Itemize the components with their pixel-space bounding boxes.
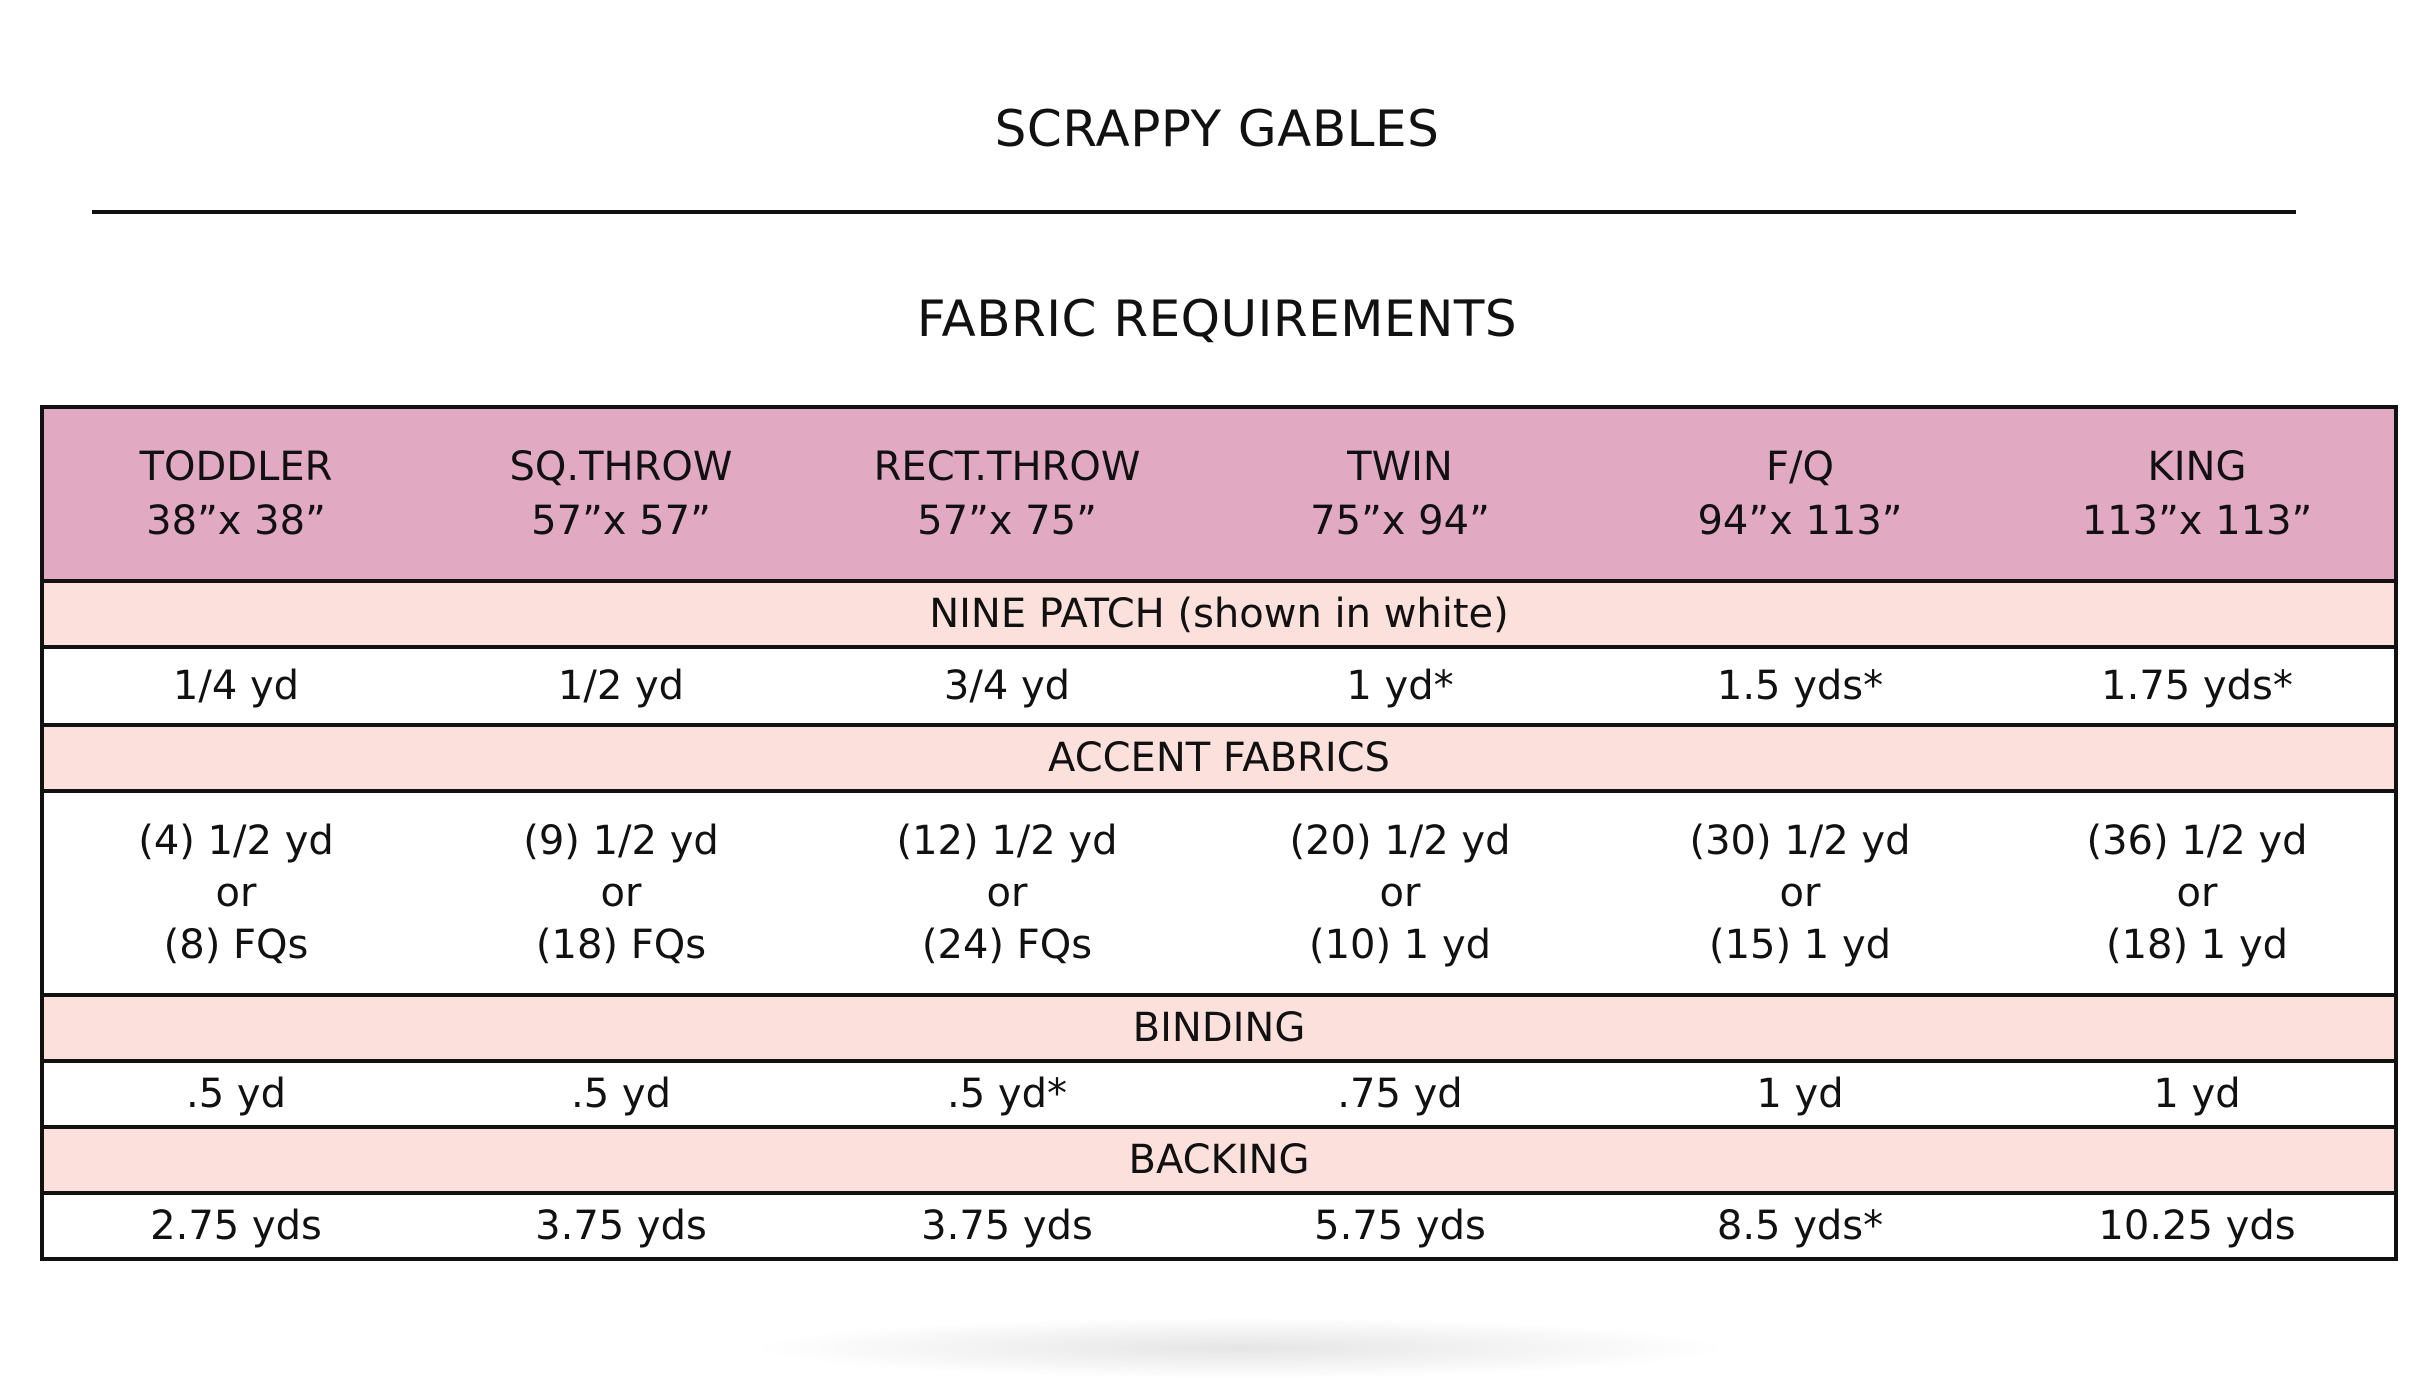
accent-values-row (42, 791, 2396, 995)
category-label: NINE PATCH (shown in white) (42, 581, 2396, 647)
size-dims: 57”x 57” (531, 498, 711, 544)
table-cell: .5 yd* (814, 1061, 1200, 1127)
accent-option-b: (15) 1 yd (1708, 922, 1892, 968)
table-cell: 2.75 yds (42, 1193, 428, 1259)
size-header-king (2000, 407, 2396, 581)
category-label: ACCENT FABRICS (42, 725, 2396, 791)
table-cell: 3.75 yds (814, 1193, 1200, 1259)
section-title: FABRIC REQUIREMENTS (916, 290, 1518, 348)
table-cell: 8.5 yds* (1600, 1193, 2000, 1259)
accent-option-a: (9) 1/2 yd (523, 818, 719, 864)
accent-or: or (986, 870, 1028, 916)
accent-option-b: (10) 1 yd (1308, 922, 1492, 968)
binding-values-row (42, 1061, 2396, 1127)
accent-or: or (215, 870, 257, 916)
size-header-sq-throw (428, 407, 814, 581)
accent-or: or (2176, 870, 2218, 916)
accent-option-b: (8) FQs (163, 922, 309, 968)
accent-or: or (1379, 870, 1421, 916)
table-cell: 1 yd* (1200, 647, 1600, 725)
table-cell (1600, 791, 2000, 995)
title-divider (92, 210, 2296, 214)
nine-patch-values-row (42, 647, 2396, 725)
size-header-row (42, 407, 2396, 581)
table-cell (2000, 791, 2396, 995)
size-name: TODDLER (139, 444, 333, 490)
accent-option-b: (24) FQs (921, 922, 1093, 968)
table-cell (42, 791, 428, 995)
accent-option-a: (36) 1/2 yd (2086, 818, 2308, 864)
table-cell: .75 yd (1200, 1061, 1600, 1127)
category-label: BACKING (42, 1127, 2396, 1193)
backing-values-row (42, 1193, 2396, 1259)
size-header-fq (1600, 407, 2000, 581)
table-cell: 1 yd (1600, 1061, 2000, 1127)
accent-or: or (1779, 870, 1821, 916)
table-cell (1200, 791, 1600, 995)
category-row-accent-fabrics (42, 725, 2396, 791)
table-cell (428, 791, 814, 995)
size-dims: 113”x 113” (2081, 498, 2313, 544)
table-cell: 3.75 yds (428, 1193, 814, 1259)
size-header-twin (1200, 407, 1600, 581)
table-cell: .5 yd (42, 1061, 428, 1127)
table-cell: 10.25 yds (2000, 1193, 2396, 1259)
accent-option-a: (4) 1/2 yd (138, 818, 334, 864)
size-header-toddler (42, 407, 428, 581)
accent-option-b: (18) 1 yd (2105, 922, 2289, 968)
size-dims: 94”x 113” (1697, 498, 1903, 544)
size-name: F/Q (1766, 444, 1834, 490)
category-row-backing (42, 1127, 2396, 1193)
table-cell: 1.5 yds* (1600, 647, 2000, 725)
table-cell: 3/4 yd (814, 647, 1200, 725)
table-cell (814, 791, 1200, 995)
size-name: KING (2147, 444, 2247, 490)
accent-or: or (600, 870, 642, 916)
page-shadow (760, 1318, 1720, 1378)
fabric-requirements-table (40, 405, 2398, 1261)
size-header-rect-throw (814, 407, 1200, 581)
category-row-nine-patch (42, 581, 2396, 647)
size-dims: 57”x 75” (917, 498, 1097, 544)
table-cell: .5 yd (428, 1061, 814, 1127)
size-name: SQ.THROW (509, 444, 733, 490)
accent-option-a: (30) 1/2 yd (1689, 818, 1911, 864)
size-name: RECT.THROW (873, 444, 1141, 490)
table-cell: 1 yd (2000, 1061, 2396, 1127)
accent-option-a: (12) 1/2 yd (896, 818, 1118, 864)
accent-option-b: (18) FQs (535, 922, 707, 968)
size-name: TWIN (1347, 444, 1453, 490)
size-dims: 38”x 38” (146, 498, 326, 544)
table-cell: 1/4 yd (42, 647, 428, 725)
table-cell: 5.75 yds (1200, 1193, 1600, 1259)
document-title: SCRAPPY GABLES (994, 100, 1440, 158)
category-label: BINDING (42, 995, 2396, 1061)
size-dims: 75”x 94” (1310, 498, 1490, 544)
category-row-binding (42, 995, 2396, 1061)
accent-option-a: (20) 1/2 yd (1289, 818, 1511, 864)
table-cell: 1/2 yd (428, 647, 814, 725)
table-cell: 1.75 yds* (2000, 647, 2396, 725)
